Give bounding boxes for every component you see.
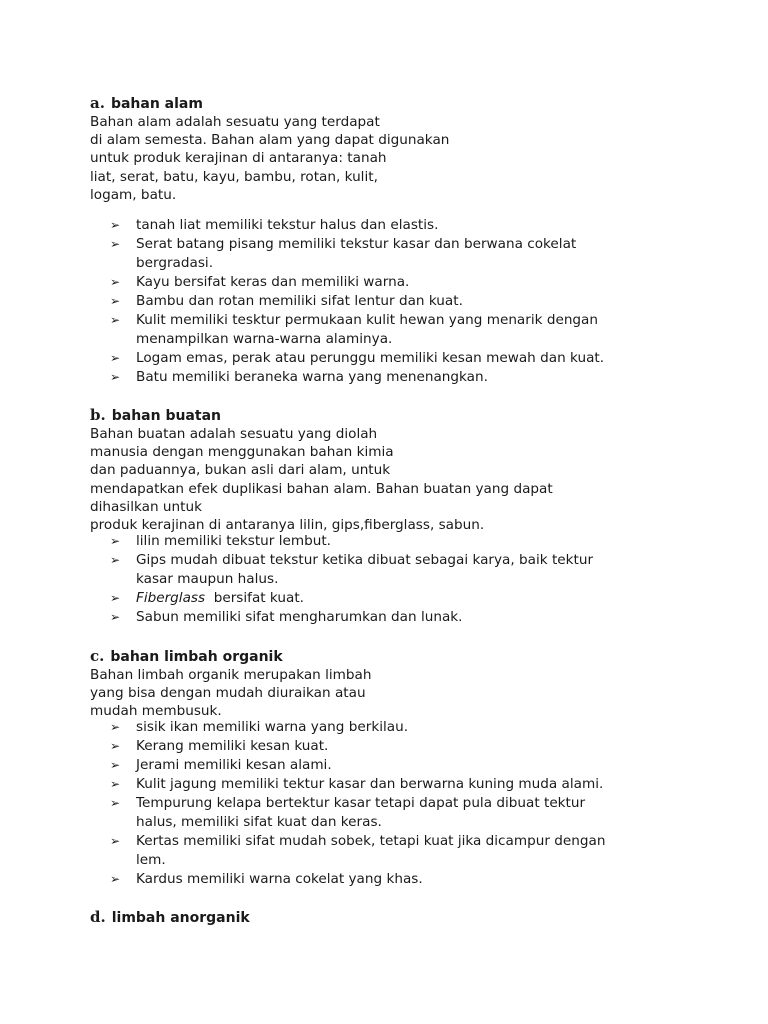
paragraph-line: logam, batu.: [90, 186, 177, 203]
bullet-list-limbah-organik: [90, 718, 710, 889]
arrow-bullet-icon: ➢: [110, 370, 121, 384]
section-letter: c.: [90, 647, 105, 665]
list-item: ➢ Kulit jagung memiliki tektur kasar dan berwarna kuning muda alami.: [110, 776, 604, 792]
arrow-bullet-icon: ➢: [110, 796, 121, 810]
paragraph-line: Bahan limbah organik merupakan limbah: [90, 667, 372, 683]
list-item: ➢ Fiberglass bersifat kuat.: [110, 590, 304, 606]
section-heading: [90, 907, 710, 927]
section-letter: b.: [90, 406, 106, 424]
arrow-bullet-icon: ➢: [110, 739, 121, 753]
paragraph-line: produk kerajinan di antaranya lilin, gips,fiberglass, sabun.: [90, 516, 485, 533]
arrow-bullet-icon: ➢: [110, 777, 121, 791]
list-item: ➢ Tempurung kelapa bertektur kasar tetapi dapat pula dibuat tektur halus, memiliki sifat kuat dan keras.: [110, 795, 586, 830]
paragraph-line: mendapatkan efek duplikasi bahan alam. Bahan buatan yang dapat: [90, 480, 553, 497]
list-item: ➢ Serat batang pisang memiliki tekstur kasar dan berwana cokelat bergradasi.: [110, 236, 577, 271]
paragraph-line: dan paduannya, bukan asli dari alam, untuk: [90, 462, 391, 479]
paragraph-line: di alam semesta. Bahan alam yang dapat digunakan: [90, 132, 450, 149]
arrow-bullet-icon: ➢: [110, 553, 121, 567]
section-bahan-buatan: [90, 405, 710, 534]
list-item: ➢ tanah liat memiliki tekstur halus dan elastis.: [110, 217, 439, 233]
section-title: limbah anorganik: [111, 910, 250, 926]
bullet-list-bahan-buatan: [90, 532, 710, 627]
list-item: ➢ Jerami memiliki kesan alami.: [110, 757, 332, 773]
arrow-bullet-icon: ➢: [110, 237, 121, 251]
list-item: ➢ Batu memiliki beraneka warna yang menenangkan.: [110, 369, 488, 385]
section-bahan-alam: [90, 93, 710, 204]
section-bahan-limbah-organik: [90, 646, 710, 721]
arrow-bullet-icon: ➢: [110, 872, 121, 886]
arrow-bullet-icon: ➢: [110, 351, 121, 365]
list-item: ➢ lilin memiliki tekstur lembut.: [110, 533, 331, 549]
section-title: bahan buatan: [111, 408, 221, 424]
section-paragraph: [90, 425, 710, 534]
list-item: ➢ Kerang memiliki kesan kuat.: [110, 738, 329, 754]
section-title: bahan limbah organik: [110, 649, 283, 665]
arrow-bullet-icon: ➢: [110, 610, 121, 624]
section-paragraph: [90, 113, 710, 204]
section-paragraph: [90, 666, 710, 721]
list-item: ➢ sisik ikan memiliki warna yang berkilau.: [110, 719, 409, 735]
section-heading: [90, 405, 710, 425]
arrow-bullet-icon: ➢: [110, 834, 121, 848]
paragraph-line: yang bisa dengan mudah diuraikan atau: [90, 685, 366, 702]
list-item: ➢ Kayu bersifat keras dan memiliki warna.: [110, 274, 410, 290]
section-title: bahan alam: [110, 96, 203, 112]
section-heading: [90, 646, 710, 666]
section-limbah-anorganik: [90, 907, 710, 927]
arrow-bullet-icon: ➢: [110, 758, 121, 772]
paragraph-line: Bahan buatan adalah sesuatu yang diolah: [90, 426, 378, 442]
list-item: ➢ Kardus memiliki warna cokelat yang khas.: [110, 871, 423, 887]
arrow-bullet-icon: ➢: [110, 591, 121, 605]
section-letter: d.: [90, 908, 106, 926]
list-item: ➢ Kertas memiliki sifat mudah sobek, tetapi kuat jika dicampur dengan lem.: [110, 833, 606, 868]
paragraph-line: liat, serat, batu, kayu, bambu, rotan, kulit,: [90, 168, 378, 185]
list-item: ➢ Logam emas, perak atau perunggu memiliki kesan mewah dan kuat.: [110, 350, 605, 366]
paragraph-line: mudah membusuk.: [90, 703, 222, 720]
bullet-list-bahan-alam: [90, 216, 710, 387]
paragraph-line: Bahan alam adalah sesuatu yang terdapat: [90, 114, 380, 130]
paragraph-line: manusia dengan menggunakan bahan kimia: [90, 444, 394, 461]
arrow-bullet-icon: ➢: [110, 313, 121, 327]
arrow-bullet-icon: ➢: [110, 294, 121, 308]
arrow-bullet-icon: ➢: [110, 720, 121, 734]
italic-term: Fiberglass: [136, 590, 206, 606]
arrow-bullet-icon: ➢: [110, 275, 121, 289]
arrow-bullet-icon: ➢: [110, 534, 121, 548]
list-item: ➢ Gips mudah dibuat tekstur ketika dibuat sebagai karya, baik tektur kasar maupun halus.: [110, 552, 594, 587]
section-heading: [90, 93, 710, 113]
arrow-bullet-icon: ➢: [110, 218, 121, 232]
list-item: ➢ Bambu dan rotan memiliki sifat lentur dan kuat.: [110, 293, 463, 309]
list-item: ➢ Sabun memiliki sifat mengharumkan dan lunak.: [110, 609, 463, 625]
paragraph-line: dihasilkan untuk: [90, 498, 202, 515]
paragraph-line: untuk produk kerajinan di antaranya: tanah: [90, 150, 387, 167]
section-letter: a.: [90, 94, 105, 112]
list-item: ➢ Kulit memiliki tesktur permukaan kulit hewan yang menarik dengan menampilkan warna-warna alaminya.: [110, 312, 599, 347]
